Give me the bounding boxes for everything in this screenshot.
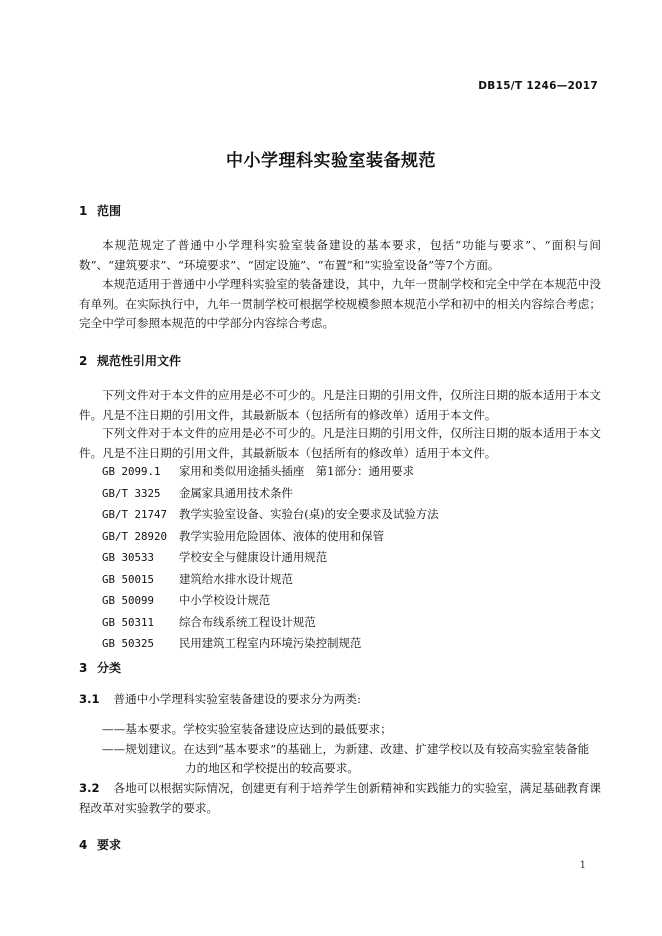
- clause-text: 各地可以根据实际情况，创建更有利于培养学生创新精神和实践能力的实验室，满足基础教育课程改革对实验教学的要求。: [79, 781, 601, 815]
- standard-code: DB15/T 1246—2017: [478, 80, 598, 92]
- section-number: 4: [79, 838, 88, 852]
- reference-item: [102, 570, 602, 590]
- page-number: 1: [579, 860, 586, 871]
- section-title: 规范性引用文件: [97, 354, 182, 368]
- reference-title: 学校安全与健康设计通用规范: [179, 550, 328, 564]
- reference-title: 建筑给水排水设计规范: [179, 571, 293, 586]
- reference-item: [102, 484, 602, 504]
- section-title: 分类: [97, 661, 122, 675]
- reference-item: [102, 462, 602, 482]
- reference-title: 家用和类似用途插头插座 第1部分：通用要求: [179, 464, 415, 478]
- reference-code: GB 30533: [102, 551, 155, 564]
- reference-code: GB 50311: [102, 615, 155, 629]
- paragraph: 下列文件对于本文件的应用是必不可少的。凡是注日期的引用文件，仅所注日期的版本适用于本文件。凡是不注日期的引用文件，其最新版本（包括所有的修改单）适用于本文件。: [79, 388, 601, 422]
- reference-item: [102, 591, 602, 611]
- reference-item: [102, 527, 602, 547]
- clause-number: 3.1: [79, 692, 100, 706]
- section-2-heading: [79, 352, 181, 369]
- dash-item-plan: ——规划建议。在达到“基本要求”的基础上，为新建、改建、扩建学校以及有较高实验室装备能: [102, 742, 590, 756]
- reference-title: 教学实验室设备、实验台(桌)的安全要求及试验方法: [179, 507, 439, 521]
- reference-title: 金属家具通用技术条件: [179, 485, 293, 500]
- reference-title: 中小学校设计规范: [179, 593, 271, 607]
- section-title: 要求: [97, 838, 122, 852]
- page-title: 中小学理科实验室装备规范: [226, 151, 436, 171]
- clause-text: 普通中小学理科实验室装备建设的要求分为两类:: [113, 692, 361, 706]
- section-4-heading: [79, 836, 121, 853]
- reference-code: GB 50325: [102, 637, 155, 650]
- reference-title: 教学实验用危险固体、液体的使用和保管: [179, 528, 385, 543]
- reference-code: GB 50099: [102, 594, 155, 607]
- paragraph: 本规范适用于普通中小学理科实验室的装备建设，其中，九年一贯制学校和完全中学在本规范中没有单列。在实际执行中，九年一贯制学校可根据学校规模参照本规范小学和初中的相关内容综合考虑；完全中学可参照本规范的中学部分内容综合考虑。: [79, 277, 601, 330]
- paragraph: 本规范规定了普通中小学理科实验室装备建设的基本要求，包括“功能与要求”、“面积与间数”、“建筑要求”、“环境要求”、“固定设施”、“布置”和“实验室设备”等7个方面。: [79, 238, 601, 272]
- reference-title: 综合布线系统工程设计规范: [179, 614, 316, 629]
- paragraph: 下列文件对于本文件的应用是必不可少的。凡是注日期的引用文件，仅所注日期的版本适用于本文件。凡是不注日期的引用文件，其最新版本（包括所有的修改单）适用于本文件。: [79, 426, 601, 460]
- reference-item: [102, 634, 602, 654]
- reference-code: GB 2099.1: [102, 465, 161, 478]
- reference-list: [102, 462, 602, 654]
- reference-item: [102, 613, 602, 633]
- clause-3-1: [79, 690, 601, 710]
- dash-item-basic: ——基本要求。学校实验室装备建设应达到的最低要求；: [102, 722, 392, 736]
- clause-number: 3.2: [79, 781, 100, 795]
- reference-code: GB/T 3325: [102, 486, 161, 500]
- reference-item: [102, 548, 602, 568]
- reference-item: [102, 505, 602, 525]
- section-number: 2: [79, 354, 88, 368]
- dash-item-plan-cont: 力的地区和学校提出的较高要求。: [185, 761, 359, 775]
- clause-3-2: [79, 779, 601, 818]
- section-number: 3: [79, 661, 88, 675]
- section-3-heading: [79, 659, 121, 676]
- reference-code: GB/T 28920: [102, 529, 168, 543]
- reference-code: GB/T 21747: [102, 508, 168, 521]
- section-number: 1: [79, 204, 88, 218]
- reference-code: GB 50015: [102, 572, 155, 586]
- section-1-heading: [79, 202, 121, 219]
- section-title: 范围: [97, 204, 122, 218]
- reference-title: 民用建筑工程室内环境污染控制规范: [179, 636, 362, 650]
